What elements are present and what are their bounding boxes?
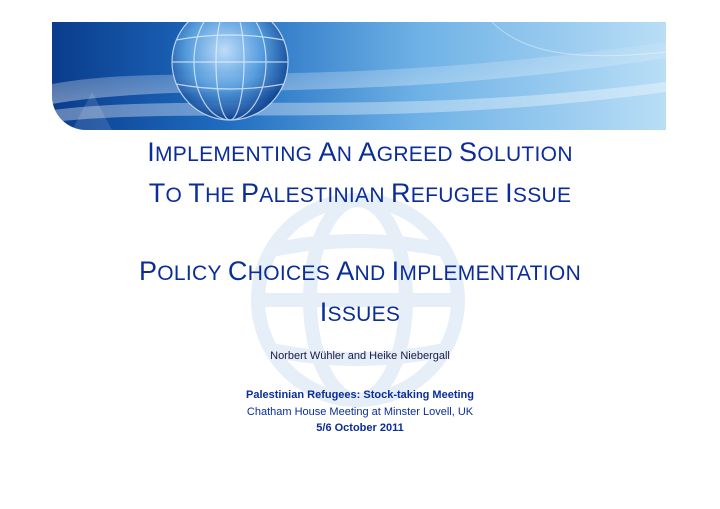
slide-subtitle <box>0 252 720 334</box>
title-word: AND <box>336 256 386 286</box>
title-word: IMPLEMENTING <box>147 137 313 167</box>
title-line-2 <box>0 174 720 215</box>
title-word: CHOICES <box>227 256 331 286</box>
authors: Norbert Wühler and Heike Niebergall <box>270 350 450 362</box>
title-word: PALESTINIAN <box>240 178 385 208</box>
title-word: IMPLEMENTATION <box>391 256 582 286</box>
title-word: ISSUES <box>319 297 401 327</box>
title-word: SOLUTION <box>459 137 573 167</box>
globe-banner-icon <box>52 22 666 130</box>
title-line-3 <box>0 252 720 293</box>
title-word: POLICY <box>138 256 222 286</box>
title-word: AGREED <box>358 137 453 167</box>
title-word: TO <box>148 178 183 208</box>
title-line-1 <box>0 133 720 174</box>
meeting-name: Palestinian Refugees: Stock-taking Meeting <box>246 389 474 401</box>
meeting-venue: Chatham House Meeting at Minster Lovell, UK <box>246 405 474 418</box>
title-word: AN <box>318 137 353 167</box>
title-word: ISSUE <box>505 178 572 208</box>
title-word: REFUGEE <box>390 178 499 208</box>
meeting-info <box>0 387 720 437</box>
title-word: THE <box>188 178 235 208</box>
slide-title <box>0 133 720 215</box>
meeting-date: 5/6 October 2011 <box>316 422 404 434</box>
title-line-4 <box>0 293 720 334</box>
globe-banner <box>52 22 666 130</box>
